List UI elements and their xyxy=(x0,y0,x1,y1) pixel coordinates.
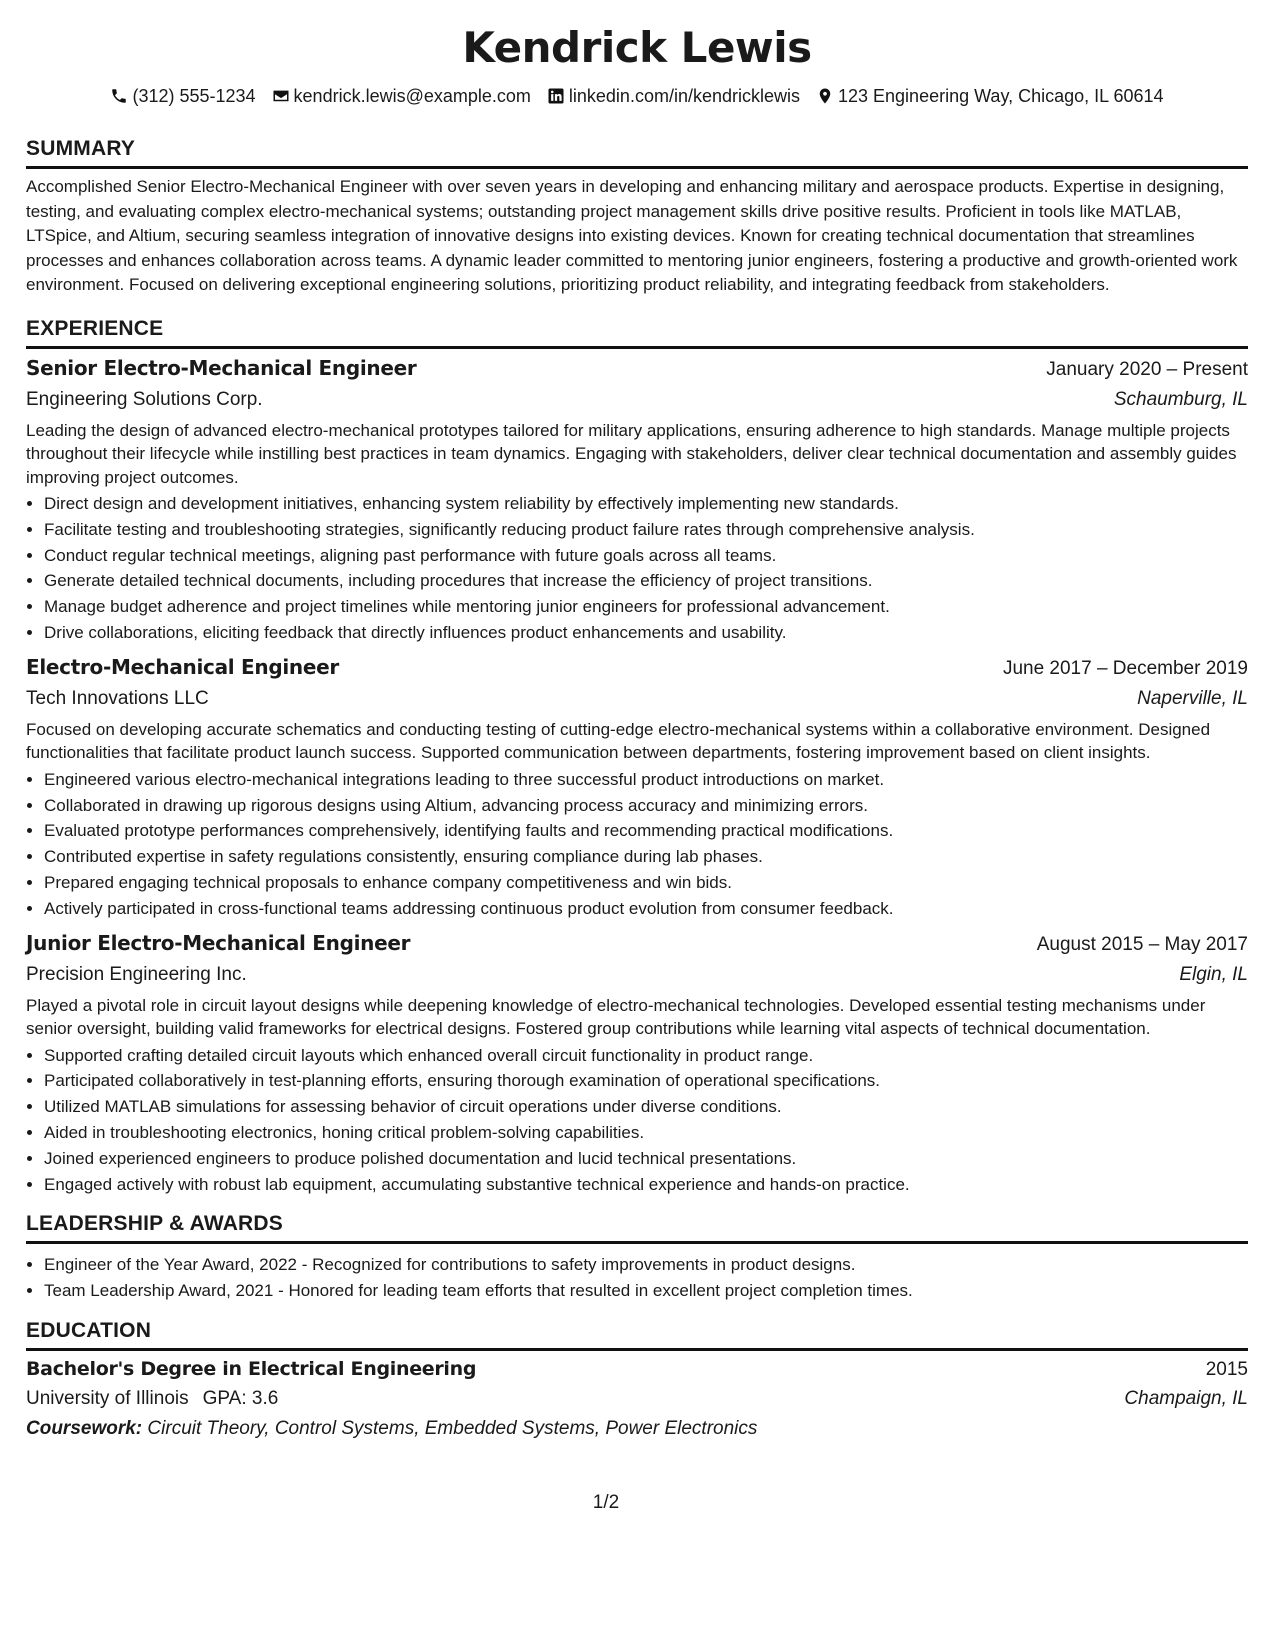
map-pin-icon xyxy=(816,87,834,105)
job-location: Elgin, IL xyxy=(1179,963,1248,985)
list-item: • Utilized MATLAB simulations for assessing behavior of circuit operations under diverse conditions. xyxy=(44,1094,1248,1120)
contact-linkedin[interactable] xyxy=(547,84,800,108)
degree-name: Bachelor's Degree in Electrical Engineering xyxy=(26,1357,477,1380)
list-item: • Actively participated in cross-functional teams addressing continuous product evolution from consumer feedback. xyxy=(44,896,1248,922)
phone-text: (312) 555-1234 xyxy=(132,86,256,106)
company-name: Precision Engineering Inc. xyxy=(26,963,247,985)
list-item: • Direct design and development initiatives, enhancing system reliability by effectively implementing new standards. xyxy=(44,491,1248,517)
section-title-summary: SUMMARY xyxy=(26,136,1248,169)
list-item: • Manage budget adherence and project timelines while mentoring junior engineers for professional advancement. xyxy=(44,594,1248,620)
list-item: • Team Leadership Award, 2021 - Honored for leading team efforts that resulted in excellent project completion times. xyxy=(44,1278,1248,1304)
candidate-name: Kendrick Lewis xyxy=(462,23,812,72)
job-dates: January 2020 – Present xyxy=(1046,358,1248,380)
job-description: Played a pivotal role in circuit layout designs while deepening knowledge of electro-mechanical technologies. Developed essential testing mechanisms under senior oversight, building valid frameworks for electrical designs. Fostered group contributions while learning vital aspects of technical documentation. xyxy=(26,995,1206,1039)
job-title: Junior Electro-Mechanical Engineer xyxy=(26,930,411,955)
phone-icon xyxy=(110,87,128,105)
list-item: • Engineer of the Year Award, 2022 - Recognized for contributions to safety improvements in product designs. xyxy=(44,1252,1248,1278)
company-name: Tech Innovations LLC xyxy=(26,687,209,709)
address-text: 123 Engineering Way, Chicago, IL 60614 xyxy=(838,86,1164,106)
job-bullets xyxy=(26,1043,1248,1198)
gpa-value: GPA: 3.6 xyxy=(202,1387,279,1409)
awards-section xyxy=(26,1211,1248,1304)
coursework-label: Coursework: xyxy=(26,1417,143,1439)
list-item: • Prepared engaging technical proposals to enhance company competitiveness and win bids. xyxy=(44,870,1248,896)
section-title-education: EDUCATION xyxy=(26,1318,1248,1351)
envelope-icon xyxy=(272,87,290,105)
list-item: • Generate detailed technical documents, including procedures that increase the efficiency of project transitions. xyxy=(44,568,1248,594)
job-bullets xyxy=(26,767,1248,922)
job-bullets xyxy=(26,491,1248,646)
job-entry xyxy=(26,652,1248,922)
summary-section xyxy=(26,136,1248,298)
job-title: Senior Electro-Mechanical Engineer xyxy=(26,355,417,380)
section-title-experience: EXPERIENCE xyxy=(26,316,1248,349)
job-dates: August 2015 – May 2017 xyxy=(1036,933,1248,955)
job-description: Leading the design of advanced electro-mechanical prototypes tailored for military applications, ensuring adherence to high standards. Manage multiple projects throughout their lifecycle while instilling best practices in team dynamics. Engaging with stakeholders, deliver clear technical documentation and assembly guides improving project outcomes. xyxy=(26,420,1237,487)
page-number: 1/2 xyxy=(592,1492,620,1513)
contact-email[interactable] xyxy=(272,84,531,108)
list-item: • Contributed expertise in safety regulations consistently, ensuring compliance during lab phases. xyxy=(44,844,1248,870)
section-title-awards: LEADERSHIP & AWARDS xyxy=(26,1211,1248,1244)
list-item: • Facilitate testing and troubleshooting strategies, significantly reducing product failure rates through comprehensive analysis. xyxy=(44,517,1248,543)
list-item: • Evaluated prototype performances comprehensively, identifying faults and recommending practical modifications. xyxy=(44,818,1248,844)
list-item: • Participated collaboratively in test-planning efforts, ensuring thorough examination of operational specifications. xyxy=(44,1068,1248,1094)
company-name: Engineering Solutions Corp. xyxy=(26,388,263,410)
linkedin-icon xyxy=(547,87,565,105)
awards-list xyxy=(26,1252,1248,1304)
coursework-line xyxy=(26,1414,1248,1443)
contact-address xyxy=(816,84,1164,108)
summary-text: Accomplished Senior Electro-Mechanical Engineer with over seven years in developing and enhancing military and aerospace products. Expertise in designing, testing, and evaluating complex electro-mechanical systems; outstanding project management skills drive positive results. Proficient in tools like MATLAB, LTSpice, and Altium, securing seamless integration of innovative designs into existing devices. Known for creating technical documentation that streamlines processes and enhances collaboration across teams. A dynamic leader committed to mentoring junior engineers, fostering a productive and growth-oriented work environment. Focused on delivering exceptional engineering solutions, prioritizing product reliability, and integrating feedback from stakeholders. xyxy=(26,177,1238,294)
email-text: kendrick.lewis@example.com xyxy=(293,86,531,106)
list-item: • Engineered various electro-mechanical integrations leading to three successful product introductions on market. xyxy=(44,767,1248,793)
job-location: Schaumburg, IL xyxy=(1113,388,1248,410)
graduation-year: 2015 xyxy=(1205,1358,1248,1380)
list-item: • Supported crafting detailed circuit layouts which enhanced overall circuit functionality in product range. xyxy=(44,1043,1248,1069)
coursework-list: Circuit Theory, Control Systems, Embedded Systems, Power Electronics xyxy=(147,1417,758,1439)
contact-bar xyxy=(26,84,1248,108)
education-section xyxy=(26,1318,1248,1443)
job-title: Electro-Mechanical Engineer xyxy=(26,654,339,679)
list-item: • Engaged actively with robust lab equipment, accumulating substantive technical experience and hands-on practice. xyxy=(44,1172,1248,1198)
job-dates: June 2017 – December 2019 xyxy=(1002,657,1248,679)
list-item: • Aided in troubleshooting electronics, honing critical problem-solving capabilities. xyxy=(44,1120,1248,1146)
job-entry xyxy=(26,928,1248,1198)
list-item: • Joined experienced engineers to produce polished documentation and lucid technical presentations. xyxy=(44,1146,1248,1172)
school-location: Champaign, IL xyxy=(1124,1387,1248,1409)
job-location: Naperville, IL xyxy=(1137,687,1248,709)
resume-page xyxy=(26,20,1248,1443)
job-description: Focused on developing accurate schematics and conducting testing of cutting-edge electro-mechanical systems within a collaborative environment. Designed functionalities that facilitate product launch success. Supported communication between departments, fostering improvement based on client insights. xyxy=(26,719,1211,763)
experience-section xyxy=(26,316,1248,1198)
list-item: • Collaborated in drawing up rigorous designs using Altium, advancing process accuracy and minimizing errors. xyxy=(44,793,1248,819)
job-entry xyxy=(26,353,1248,646)
list-item: • Drive collaborations, eliciting feedback that directly influences product enhancements and usability. xyxy=(44,620,1248,646)
contact-phone[interactable] xyxy=(110,84,255,108)
school-name: University of Illinois xyxy=(26,1387,189,1409)
list-item: • Conduct regular technical meetings, aligning past performance with future goals across all teams. xyxy=(44,543,1248,569)
linkedin-text: linkedin.com/in/kendricklewis xyxy=(568,86,800,106)
